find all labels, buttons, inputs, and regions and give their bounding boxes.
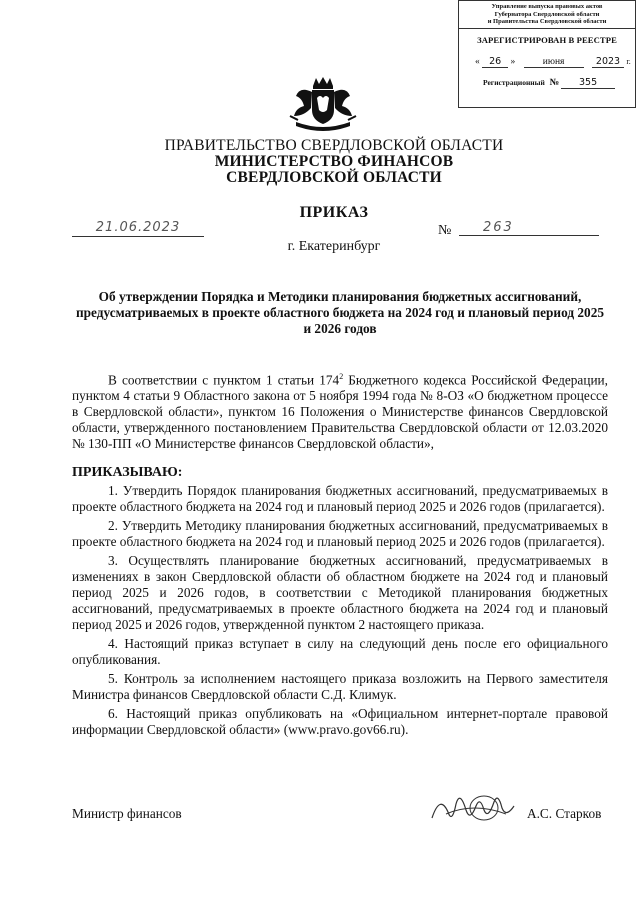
- number-label: №: [438, 223, 452, 238]
- stamp-quote-open: «: [475, 57, 480, 67]
- stamp-quote-close: »: [510, 57, 516, 67]
- order-word: ПРИКАЗЫВАЮ:: [72, 465, 183, 480]
- stamp-reg-no-sign: №: [549, 78, 560, 88]
- stamp-registered-label: ЗАРЕГИСТРИРОВАН В РЕЕСТРЕ: [477, 35, 617, 45]
- order-items: [72, 483, 608, 741]
- document-title: Об утверждении Порядка и Методики планирования бюджетных ассигнований, предусматриваемых в проекте областного бюджета на 2024 год и плановый период 2025 и 2026 годов: [75, 289, 605, 336]
- stamp-reg-label: Регистрационный: [483, 78, 545, 87]
- stamp-header-line: Управление выпуска правовых актов: [491, 3, 603, 10]
- order-item-1: 1. Утвердить Порядок планирования бюджетных ассигнований, предусматриваемых в проекте областного бюджета на 2024 год и плановый период 2025 и 2026 годов (прилагается).: [72, 483, 608, 514]
- ministry-title: МИНИСТЕРСТВО ФИНАНСОВ: [214, 153, 454, 170]
- order-item-2: 2. Утвердить Методику планирования бюджетных ассигнований, предусматриваемых в проекте областного бюджета на 2024 год и плановый период 2025 и 2026 годов (прилагается).: [72, 518, 608, 549]
- signatory-role: Министр финансов: [72, 806, 182, 821]
- stamp-month: июня: [524, 57, 584, 68]
- handwritten-date: 21.06.2023: [72, 219, 204, 237]
- stamp-reg-value: 355: [561, 77, 615, 89]
- stamp-year-suffix: г.: [626, 57, 631, 66]
- stamp-year: 2023: [592, 56, 624, 68]
- document-type: ПРИКАЗ: [299, 204, 369, 221]
- stamp-header-line: и Правительства Свердловской области: [487, 18, 607, 25]
- sverdlovsk-coat-of-arms-icon: [282, 76, 364, 136]
- stamp-header-line: Губернатора Свердловской области: [494, 10, 600, 18]
- order-item-3: 3. Осуществлять планирование бюджетных ассигнований, предусматриваемых в изменениях в закон Свердловской области об областном бюджете на 2024 год и плановый период 2025 и 2026 годов, в соответствии с Методикой планирования бюджетных ассигнований, предусматриваемых в проекте областного бюджета на 2024 год и плановый период 2025 и 2026 годов, утвержденной пунктом 2 настоящего приказа.: [72, 553, 608, 632]
- preamble: [72, 369, 608, 452]
- preamble-text-cont: Бюджетного кодекса Российской Федерации, пунктом 4 статьи 9 Областного закона от 5 ноября 1994 года № 8-ОЗ «О бюджетном процессе в Свердловской области», пунктом 16 Положения о Министерстве финансов Свердловской области, утвержденного постановлением Правительства Свердловской области от 12.03.2020 № 130-ПП «О Министерстве финансов Свердловской области»,: [72, 372, 608, 452]
- signatory-name: А.С. Старков: [527, 806, 602, 821]
- government-title: ПРАВИТЕЛЬСТВО СВЕРДЛОВСКОЙ ОБЛАСТИ: [164, 137, 504, 154]
- stamp-header: [459, 1, 635, 29]
- handwritten-signature-icon: [426, 784, 522, 832]
- preamble-text: В соответствии с пунктом 1 статьи 174: [108, 372, 340, 388]
- handwritten-number: 263: [459, 219, 599, 236]
- preamble-superscript: 2: [339, 372, 344, 381]
- order-item-5: 5. Контроль за исполнением настоящего приказа возложить на Первого заместителя Министра финансов Свердловской области С.Д. Климук.: [72, 671, 608, 702]
- stamp-day: 26: [482, 56, 508, 68]
- registration-stamp: [458, 0, 636, 108]
- stamp-date: [475, 56, 635, 68]
- stamp-reg-number: [483, 77, 635, 89]
- order-item-4: 4. Настоящий приказ вступает в силу на следующий день после его официального опубликования.: [72, 636, 608, 667]
- order-item-6: 6. Настоящий приказ опубликовать на «Официальном интернет-портале правовой информации Свердловской области» (www.pravo.gov66.ru).: [72, 706, 608, 737]
- region-title: СВЕРДЛОВСКОЙ ОБЛАСТИ: [226, 169, 442, 186]
- city: г. Екатеринбург: [287, 239, 381, 254]
